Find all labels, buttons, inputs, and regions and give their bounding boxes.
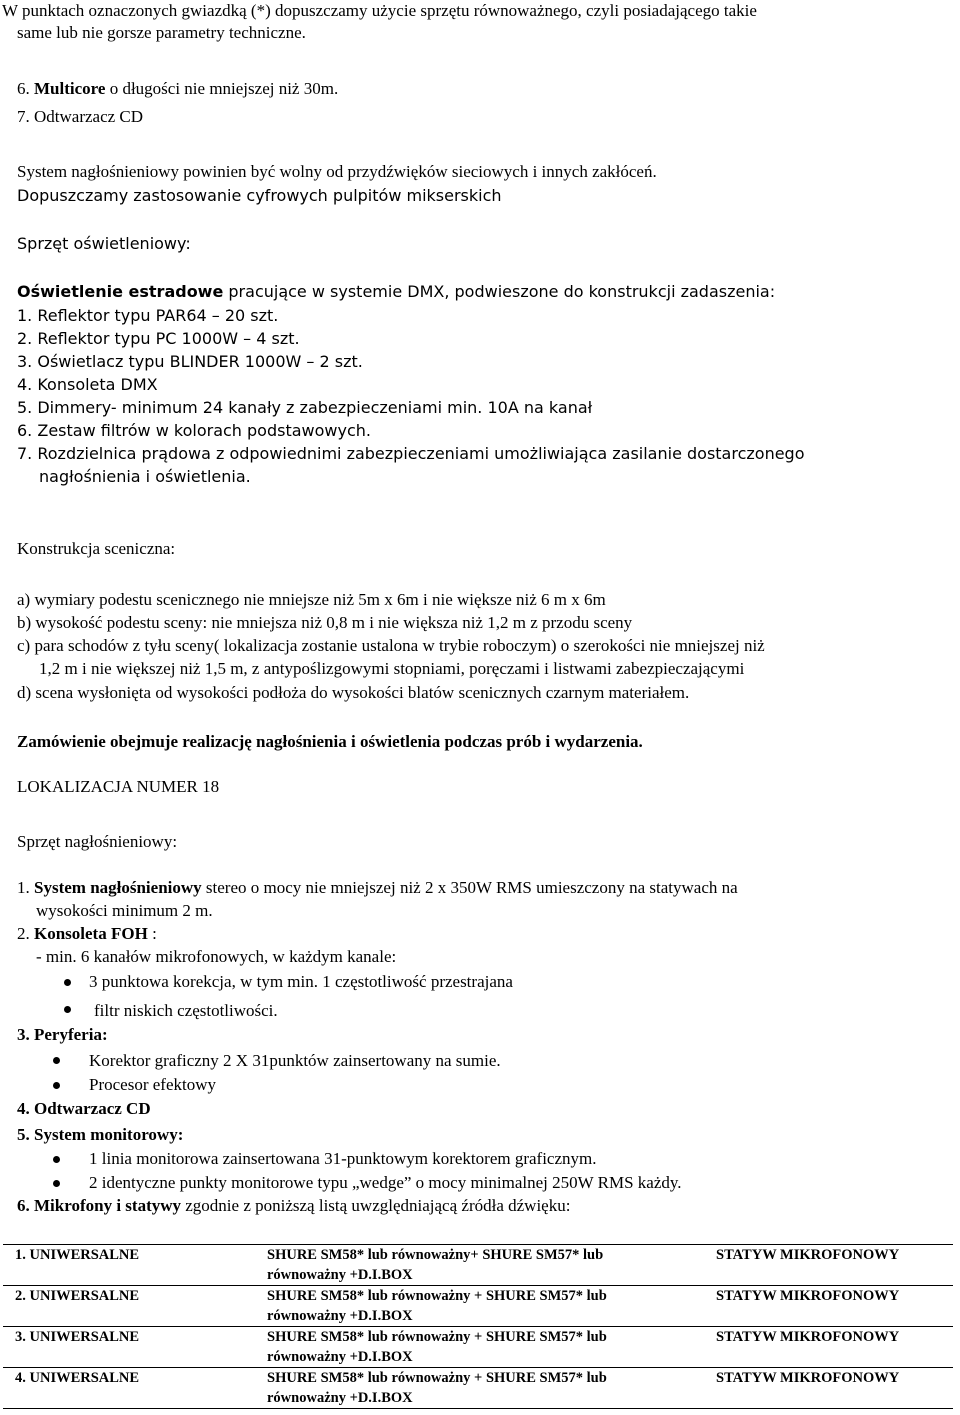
bullet-icon: [53, 1082, 60, 1089]
table-row: [3, 1327, 953, 1368]
stage-b: b) wysokość podestu sceny: nie mniejsza niż 0,8 m i nie większa niż 1,2 m z przodu sceny: [17, 613, 633, 632]
monitor-bullet-1: 1 linia monitorowa zainsertowana 31-punktowym korektorem graficznym.: [89, 1149, 597, 1168]
lighting-item-5: 5. Dimmery- minimum 24 kanały z zabezpieczeniami min. 10A na kanał: [17, 398, 593, 417]
mic-cell: SHURE SM58* lub równoważny+ SHURE SM57* lub równoważny +D.I.BOX: [247, 1245, 672, 1286]
table-row: [3, 1245, 953, 1286]
peripherals-bullet-1: Korektor graficzny 2 X 31punktów zainsertowany na sumie.: [89, 1051, 501, 1070]
item-6: 6. Multicore o długości nie mniejszej niż 30m.: [17, 79, 339, 98]
stand-cell: STATYW MIKROFONOWY: [672, 1245, 953, 1286]
sound-item-2-sub: - min. 6 kanałów mikrofonowych, w każdym kanale:: [36, 947, 397, 966]
monitor-bullet-2: 2 identyczne punkty monitorowe typu „wedge” o mocy minimalnej 250W RMS każdy.: [89, 1173, 682, 1192]
source-cell: 4. UNIWERSALNE: [3, 1368, 247, 1409]
sound-item-4: 4. Odtwarzacz CD: [17, 1099, 151, 1118]
stand-cell: STATYW MIKROFONOWY: [672, 1327, 953, 1368]
table-row: [3, 1286, 953, 1327]
lighting-item-6: 6. Zestaw filtrów w kolorach podstawowych.: [17, 421, 371, 440]
sound-heading: Sprzęt nagłośnieniowy:: [17, 832, 178, 851]
item-7: 7. Odtwarzacz CD: [17, 107, 144, 126]
sound-item-6: 6. Mikrofony i statywy zgodnie z poniższą listą uwzględniającą źródła dźwięku:: [17, 1196, 571, 1215]
stage-d: d) scena wysłonięta od wysokości podłoża do wysokości blatów scenicznych czarnym materiałem.: [17, 683, 690, 702]
microphone-table: [3, 1244, 953, 1409]
stage-c-2: 1,2 m i nie większej niż 1,5 m, z antypoślizgowymi stopniami, poręczami i listwami zabezpieczającymi: [39, 659, 745, 678]
order-note: Zamówienie obejmuje realizację nagłośnienia i oświetlenia podczas prób i wydarzenia.: [17, 732, 643, 751]
lighting-heading: Sprzęt oświetleniowy:: [17, 234, 191, 253]
source-cell: 1. UNIWERSALNE: [3, 1245, 247, 1286]
console-bullet-1: 3 punktowa korekcja, w tym min. 1 częstotliwość przestrajana: [89, 972, 513, 991]
stage-heading: Konstrukcja sceniczna:: [17, 539, 176, 558]
stage-a: a) wymiary podestu scenicznego nie mniejsze niż 5m x 6m i nie większe niż 6 m x 6m: [17, 590, 606, 609]
sound-item-2: 2. Konsoleta FOH :: [17, 924, 157, 943]
lighting-item-1: 1. Reflektor typu PAR64 – 20 szt.: [17, 306, 279, 325]
bullet-icon: [53, 1057, 60, 1064]
location-heading: LOKALIZACJA NUMER 18: [17, 777, 220, 796]
bullet-icon: [64, 1006, 71, 1013]
digital-consoles-line: Dopuszczamy zastosowanie cyfrowych pulpitów mikserskich: [17, 186, 502, 205]
bullet-icon: [53, 1180, 60, 1187]
lighting-item-7-cont: nagłośnienia i oświetlenia.: [39, 467, 251, 486]
note-line-1: W punktach oznaczonych gwiazdką (*) dopuszczamy użycie sprzętu równoważnego, czyli posiadającego takie: [2, 1, 757, 20]
bullet-icon: [53, 1156, 60, 1163]
lighting-item-4: 4. Konsoleta DMX: [17, 375, 158, 394]
lighting-item-2: 2. Reflektor typu PC 1000W – 4 szt.: [17, 329, 300, 348]
stage-c-1: c) para schodów z tyłu sceny( lokalizacja zostanie ustalona w trybie roboczym) o szerokości nie mniejszej niż: [17, 636, 765, 655]
mic-cell: SHURE SM58* lub równoważny + SHURE SM57* lub równoważny +D.I.BOX: [247, 1368, 672, 1409]
table-row: [3, 1368, 953, 1409]
sound-item-1: 1. System nagłośnieniowy stereo o mocy nie mniejszej niż 2 x 350W RMS umieszczony na statywach na: [17, 878, 738, 897]
peripherals-bullet-2: Procesor efektowy: [89, 1075, 216, 1094]
bullet-icon: [64, 979, 71, 986]
sound-item-1-cont: wysokości minimum 2 m.: [36, 901, 213, 920]
mic-cell: SHURE SM58* lub równoważny + SHURE SM57* lub równoważny +D.I.BOX: [247, 1286, 672, 1327]
console-bullet-2: filtr niskich częstotliwości.: [94, 1001, 278, 1020]
stand-cell: STATYW MIKROFONOWY: [672, 1368, 953, 1409]
mic-cell: SHURE SM58* lub równoważny + SHURE SM57* lub równoważny +D.I.BOX: [247, 1327, 672, 1368]
note-line-2: same lub nie gorsze parametry techniczne.: [17, 23, 306, 42]
stand-cell: STATYW MIKROFONOWY: [672, 1286, 953, 1327]
lighting-intro: Oświetlenie estradowe pracujące w systemie DMX, podwieszone do konstrukcji zadaszenia:: [17, 282, 776, 301]
lighting-item-7: 7. Rozdzielnica prądowa z odpowiednimi zabezpieczeniami umożliwiająca zasilanie dostarczonego: [17, 444, 805, 463]
noise-line: System nagłośnieniowy powinien być wolny od przydźwięków sieciowych i innych zakłóceń.: [17, 162, 657, 181]
sound-item-5: 5. System monitorowy:: [17, 1125, 184, 1144]
lighting-item-3: 3. Oświetlacz typu BLINDER 1000W – 2 szt.: [17, 352, 363, 371]
source-cell: 3. UNIWERSALNE: [3, 1327, 247, 1368]
source-cell: 2. UNIWERSALNE: [3, 1286, 247, 1327]
sound-item-3: 3. Peryferia:: [17, 1025, 108, 1044]
